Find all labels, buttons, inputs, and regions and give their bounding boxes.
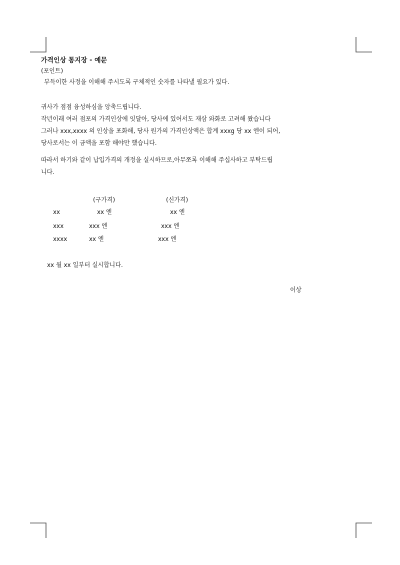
point-text: 부득이한 사정을 이해해 주시도록 구체적인 숫자를 나타낼 필요가 있다. xyxy=(44,79,230,86)
body-line-4: 따라서 하기와 같이 납입가격의 개정을 실시하므로,아무쪼록 이해해 주십사하고 부탁드립 xyxy=(41,157,273,164)
document-title: 가격인상 통지장 - 예문 xyxy=(41,56,107,64)
row-1-new: xx 엔 xyxy=(170,209,185,216)
row-3-item: xxxx xyxy=(53,236,68,243)
greeting: 귀사가 점점 융성하심을 앙축드립니다. xyxy=(41,104,142,111)
closing: 이상 xyxy=(290,287,302,294)
row-3-new: xxx 엔 xyxy=(158,236,177,243)
body-line-1: 작년이래 여러 점포의 가격인상에 잇달아, 당사에 있어서도 재삼 와화로 고려해 왔습니다 xyxy=(41,116,271,123)
body-line-2: 그러나 xxx,xxxx 의 인상을 포화해, 당사 원가의 가격인상액은 합계 xxxg 당 xx 엔이 되어, xyxy=(41,128,281,135)
row-2-item: xxx xyxy=(53,223,64,230)
corner-mark-top-left xyxy=(30,37,48,53)
corner-mark-bottom-left xyxy=(30,522,48,538)
row-2-old: xxx 엔 xyxy=(89,223,108,230)
effective-date: xx 월 xx 일부터 실시합니다. xyxy=(47,262,123,269)
row-1-old: xx 엔 xyxy=(97,209,112,216)
corner-mark-top-right xyxy=(355,37,373,53)
row-2-new: xxx 엔 xyxy=(161,223,180,230)
header-old-price: (구가격) xyxy=(93,197,116,204)
header-new-price: (신가격) xyxy=(166,197,189,204)
body-line-3: 당사로서는 이 금액을 포함 해야만 했습니다. xyxy=(41,140,157,147)
body-line-5: 니다. xyxy=(41,169,55,176)
point-label: (포인트) xyxy=(41,68,64,75)
row-1-item: xx xyxy=(53,209,61,216)
corner-mark-bottom-right xyxy=(355,522,373,538)
row-3-old: xx 엔 xyxy=(89,236,104,243)
